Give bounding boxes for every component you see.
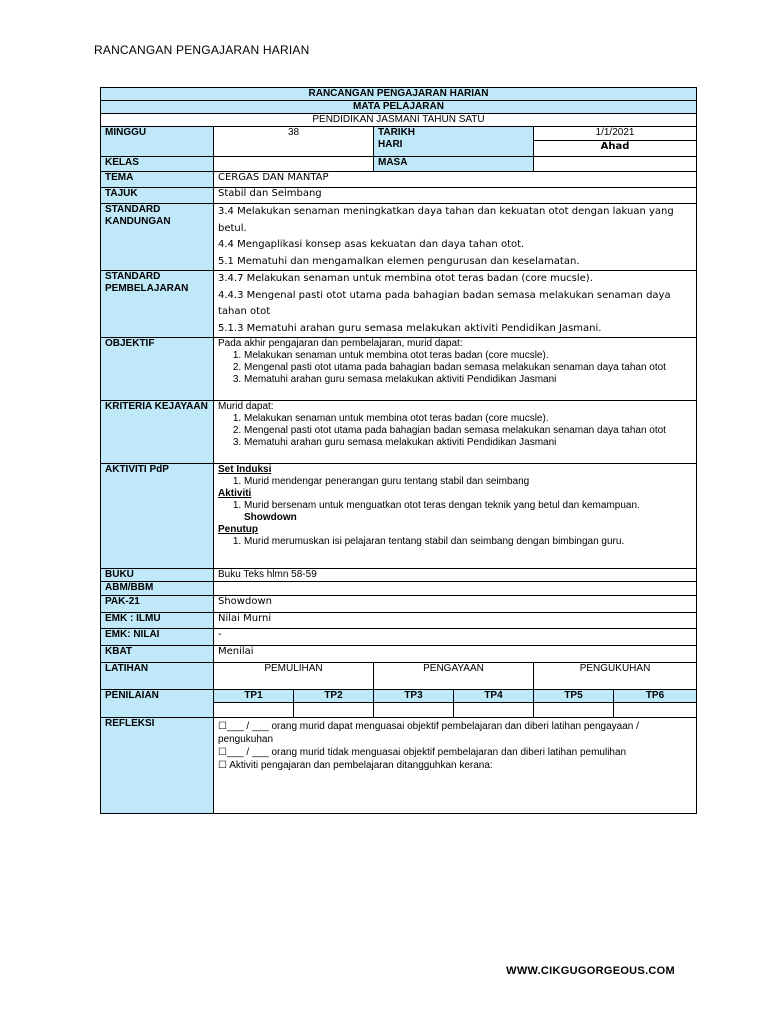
masa-label: MASA — [374, 157, 534, 172]
aktiviti-pdp-value — [214, 464, 697, 569]
aktiviti-pdp-label: AKTIVITI PdP — [101, 464, 214, 569]
tarikh-hari-label — [374, 127, 534, 157]
latihan-label: LATIHAN — [101, 663, 214, 690]
tp6-header: TP6 — [614, 690, 697, 703]
penutup-heading: Penutup — [218, 524, 258, 535]
lesson-plan-table — [100, 87, 697, 814]
kbat-value: Menilai — [214, 646, 697, 663]
tp6-cell — [614, 703, 697, 718]
refleksi-line: ☐ Aktiviti pengajaran dan pembelajaran ditangguhkan kerana: — [218, 760, 493, 771]
standard-kandungan-value — [214, 204, 697, 271]
emk-nilai-label: EMK: NILAI — [101, 629, 214, 646]
tp2-cell — [294, 703, 374, 718]
title-row: RANCANGAN PENGAJARAN HARIAN — [101, 88, 697, 101]
list-item: 2. Mengenal pasti otot utama pada bahagian badan semasa melakukan senaman daya tahan otot — [244, 425, 692, 437]
tajuk-value: Stabil dan Seimbang — [214, 188, 697, 204]
tp5-header: TP5 — [534, 690, 614, 703]
standard-pembelajaran-value — [214, 271, 697, 338]
hari-value: Ahad — [534, 141, 697, 157]
refleksi-line: ☐___ / ___ orang murid tidak menguasai objektif pembelajaran dan diberi latihan pemulihan — [218, 747, 627, 758]
latihan-pengayaan: PENGAYAAN — [374, 663, 534, 690]
buku-label: BUKU — [101, 569, 214, 582]
set-induksi-list — [218, 476, 692, 488]
list-item: 2. Mengenal pasti otot utama pada bahagian badan semasa melakukan senaman daya tahan otot — [244, 362, 692, 374]
abm-label: ABM/BBM — [101, 582, 214, 596]
objektif-intro: Pada akhir pengajaran dan pembelajaran, murid dapat: — [218, 338, 463, 349]
emk-nilai-value: - — [214, 629, 697, 646]
refleksi-line: ☐___ / ___ orang murid dapat menguasai objektif pembelajaran dan diberi latihan pengayaan / pengukuhan — [218, 721, 639, 745]
tp3-header: TP3 — [374, 690, 454, 703]
sk-item: 4.4 Mengaplikasi konsep asas kekuatan dan daya tahan otot. — [218, 239, 525, 250]
subject-heading: MATA PELAJARAN — [101, 101, 697, 114]
refleksi-value — [214, 718, 697, 814]
tarikh-value: 1/1/2021 — [534, 127, 697, 141]
kriteria-kejayaan-label: KRITERIA KEJAYAAN — [101, 401, 214, 464]
penutup-list — [218, 536, 692, 548]
tp3-cell — [374, 703, 454, 718]
kriteria-kejayaan-value — [214, 401, 697, 464]
objektif-value — [214, 338, 697, 401]
sk-item: 3.4 Melakukan senaman meningkatkan daya tahan dan kekuatan otot dengan lakuan yang betul. — [218, 206, 674, 234]
sp-item: 3.4.7 Melakukan senaman untuk membina otot teras badan (core mucsle). — [218, 273, 593, 284]
sp-item: 4.4.3 Mengenal pastі otot utama pada bahagian badan semasa melakukan senaman daya tahan otot — [218, 289, 671, 317]
tarikh-label: TARIKH — [378, 127, 416, 138]
aktiviti-bold: Showdown — [244, 512, 297, 523]
aktiviti-list — [218, 500, 692, 524]
tema-value: CERGAS DAN MANTAP — [214, 172, 697, 188]
tajuk-label: TAJUK — [101, 188, 214, 204]
kriteria-intro: Murid dapat: — [218, 401, 274, 412]
tema-label: TEMA — [101, 172, 214, 188]
kbat-label: KBAT — [101, 646, 214, 663]
minggu-value: 38 — [214, 127, 374, 157]
subject-name: PENDIDIKAN JASMANI TAHUN SATU — [101, 114, 697, 127]
tp1-header: TP1 — [214, 690, 294, 703]
tp2-header: TP2 — [294, 690, 374, 703]
list-item: 3. Mematuhi arahan guru semasa melakukan aktiviti Pendidikan Jasmani — [244, 374, 692, 386]
list-item: 1. Melakukan senaman untuk membina otot teras badan (core mucsle). — [244, 350, 692, 362]
pak21-label: PAK-21 — [101, 596, 214, 613]
aktiviti-text: Murid bersenam untuk menguatkan otot teras dengan teknik yang betul dan kemampuan. — [244, 500, 640, 511]
list-item: 1. Murid mendengar penerangan guru tentang stabil dan seimbang — [244, 476, 692, 488]
emk-ilmu-label: EMK : ILMU — [101, 613, 214, 629]
buku-value: Buku Teks hlmn 58-59 — [214, 569, 697, 582]
kelas-label: KELAS — [101, 157, 214, 172]
minggu-label: MINGGU — [101, 127, 214, 157]
standard-pembelajaran-label: STANDARD PEMBELAJARAN — [101, 271, 214, 338]
aktiviti-heading: Aktiviti — [218, 488, 252, 499]
penilaian-label: PENILAIAN — [101, 690, 214, 718]
tp4-cell — [454, 703, 534, 718]
tp4-header: TP4 — [454, 690, 534, 703]
hari-label: HARI — [378, 139, 403, 150]
abm-value — [214, 582, 697, 596]
tp1-cell — [214, 703, 294, 718]
tp5-cell — [534, 703, 614, 718]
sk-item: 5.1 Mematuhi dan mengamalkan elemen pengurusan dan keselamatan. — [218, 255, 580, 267]
pak21-value: Showdown — [214, 596, 697, 613]
list-item: 1. Murid merumuskan isi pelajaran tentang stabil dan seimbang dengan bimbingan guru. — [244, 536, 692, 548]
set-induksi-heading: Set Induksi — [218, 464, 272, 475]
list-item: 1. Melakukan senaman untuk membina otot teras badan (core mucsle). — [244, 413, 692, 425]
kelas-value — [214, 157, 374, 172]
document-header: RANCANGAN PENGAJARAN HARIAN — [94, 43, 310, 57]
kriteria-list — [218, 413, 692, 449]
standard-kandungan-label: STANDARD KANDUNGAN — [101, 204, 214, 271]
refleksi-label: REFLEKSI — [101, 718, 214, 814]
latihan-pemulihan: PEMULIHAN — [214, 663, 374, 690]
latihan-pengukuhan: PENGUKUHAN — [534, 663, 697, 690]
list-item: 3. Mematuhi arahan guru semasa melakukan aktiviti Pendidikan Jasmani — [244, 437, 692, 449]
list-item — [244, 500, 692, 524]
emk-ilmu-value: Nilai Murni — [214, 613, 697, 629]
objektif-list — [218, 350, 692, 386]
sp-item: 5.1.3 Mematuhi arahan guru semasa melakukan aktivitі Pendidikan Jasmani. — [218, 322, 602, 334]
masa-value — [534, 157, 697, 172]
objektif-label: OBJEKTIF — [101, 338, 214, 401]
document-footer-url: WWW.CIKGUGORGEOUS.COM — [506, 965, 675, 977]
